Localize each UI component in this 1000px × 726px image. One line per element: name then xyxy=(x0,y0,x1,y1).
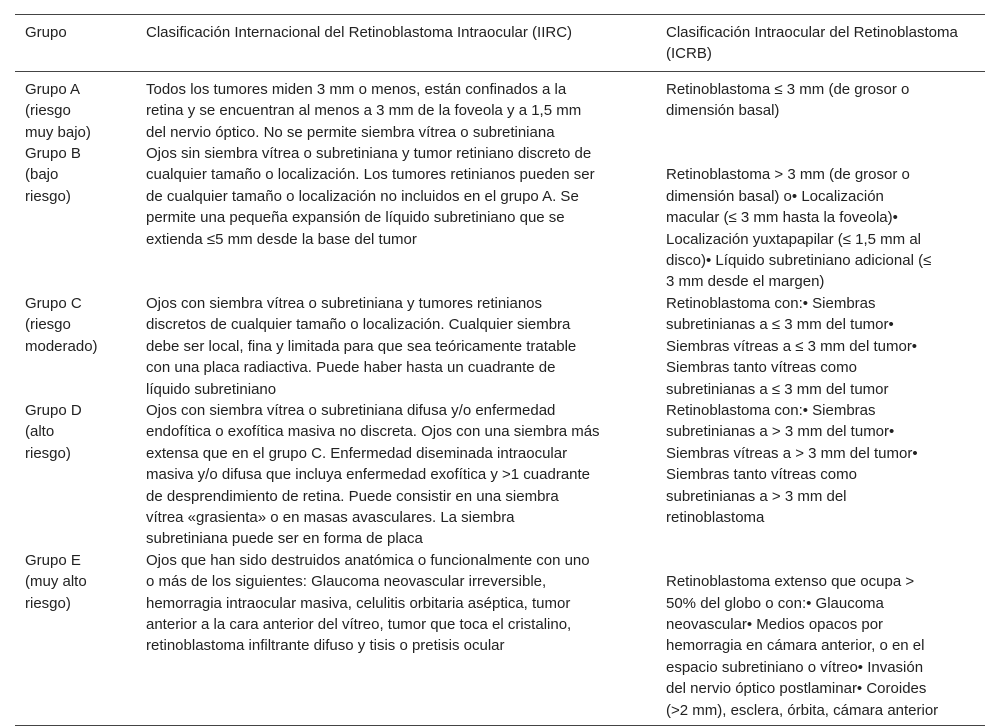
cell-iirc: Ojos con siembra vítrea o subretiniana difusa y/o enfermedad endofítica o exofítica masiva no discreta. Ojos con una siembra más extensa que en el grupo C. Enfermedad diseminada intraocular masiva y/o difusa que incluya enfermedad exofítica y >1 cuadrante de desprendimiento de retina. Puede consistir en una siembra vítrea «grasienta» o en masas avasculares. La siembra subretiniana puede ser en forma de placa xyxy=(146,401,600,548)
table-body xyxy=(15,71,985,725)
retinoblastoma-classification-table-wrapper xyxy=(15,14,985,726)
header-iirc: Clasificación Internacional del Retinoblastoma Intraocular (IIRC) xyxy=(146,24,573,41)
header-row xyxy=(15,15,985,72)
cell-grupo: Grupo D (alto riesgo) xyxy=(25,401,82,462)
cell-grupo: Grupo A (riesgo muy bajo) xyxy=(25,80,91,141)
table-row-grupo-e xyxy=(15,550,985,726)
cell-iirc: Ojos sin siembra vítrea o subretiniana y tumor retiniano discreto de cualquier tamaño o localización. Los tumores retinianos pueden ser de cualquier tamaño o localización no incluidos en el grupo A. Se permite una pequeña expansión de líquido subretiniano que se extienda ≤5 mm desde la base del tumor xyxy=(146,145,595,248)
cell-icrb: Retinoblastoma con:• Siembras subretinianas a > 3 mm del tumor• Siembras vítreas a > 3 mm del tumor• Siembras tanto vítreas como subretinianas a > 3 mm del retinoblastoma xyxy=(666,401,918,526)
cell-icrb: Retinoblastoma ≤ 3 mm (de grosor o dimensión basal) xyxy=(666,80,910,120)
header-icrb: Clasificación Intraocular del Retinoblastoma (ICRB) xyxy=(666,24,958,63)
cell-iirc: Ojos que han sido destruidos anatómica o funcionalmente con uno o más de los siguientes: Glaucoma neovascular irreversible, hemorragia intraocular masiva, celulitis orbitaria aséptica, tumor anterior a la cara anterior del vítreo, tumor que toca el cristalino, retinoblastoma infiltrante difuso y tisis o pretisis ocular xyxy=(146,551,590,655)
cell-grupo: Grupo B (bajo riesgo) xyxy=(25,145,81,205)
header-grupo: Grupo xyxy=(25,24,67,41)
table-row-grupo-a xyxy=(15,71,985,143)
table-header xyxy=(15,15,985,72)
cell-icrb: Retinoblastoma > 3 mm (de grosor o dimensión basal) o• Localización macular (≤ 3 mm hasta la foveola)• Localización yuxtapapilar (≤ 1,5 mm al disco)• Líquido subretiniano adicional (≤ 3 mm desde el margen) xyxy=(666,166,932,291)
cell-icrb: Retinoblastoma extenso que ocupa > 50% del globo o con:• Glaucoma neovascular• Medios opacos por hemorragia en cámara anterior, o en el espacio subretiniano o vítreo• Invasión del nervio óptico postlaminar• Coroides (>2 mm), esclera, órbita, cámara anterior xyxy=(666,573,939,719)
table-row-grupo-d xyxy=(15,400,985,550)
cell-iirc: Ojos con siembra vítrea o subretiniana y tumores retinianos discretos de cualquier tamaño o localización. Cualquier siembra debe ser local, fina y limitada para que sea teóricamente tratable con una placa radiactiva. Puede haber hasta un cuadrante de líquido subretiniano xyxy=(146,294,577,398)
retinoblastoma-classification-table xyxy=(15,14,985,726)
cell-iirc: Todos los tumores miden 3 mm o menos, están confinados a la retina y se encuentran al menos a 3 mm de la foveola y a 1,5 mm del nervio óptico. No se permite siembra vítrea o subretiniana xyxy=(146,80,582,141)
cell-icrb: Retinoblastoma con:• Siembras subretinianas a ≤ 3 mm del tumor• Siembras vítreas a ≤ 3 mm del tumor• Siembras tanto vítreas como subretinianas a ≤ 3 mm del tumor xyxy=(666,294,918,398)
table-row-grupo-c xyxy=(15,293,985,400)
cell-grupo: Grupo C (riesgo moderado) xyxy=(25,294,98,355)
table-row-grupo-b xyxy=(15,143,985,293)
cell-grupo: Grupo E (muy alto riesgo) xyxy=(25,551,87,612)
